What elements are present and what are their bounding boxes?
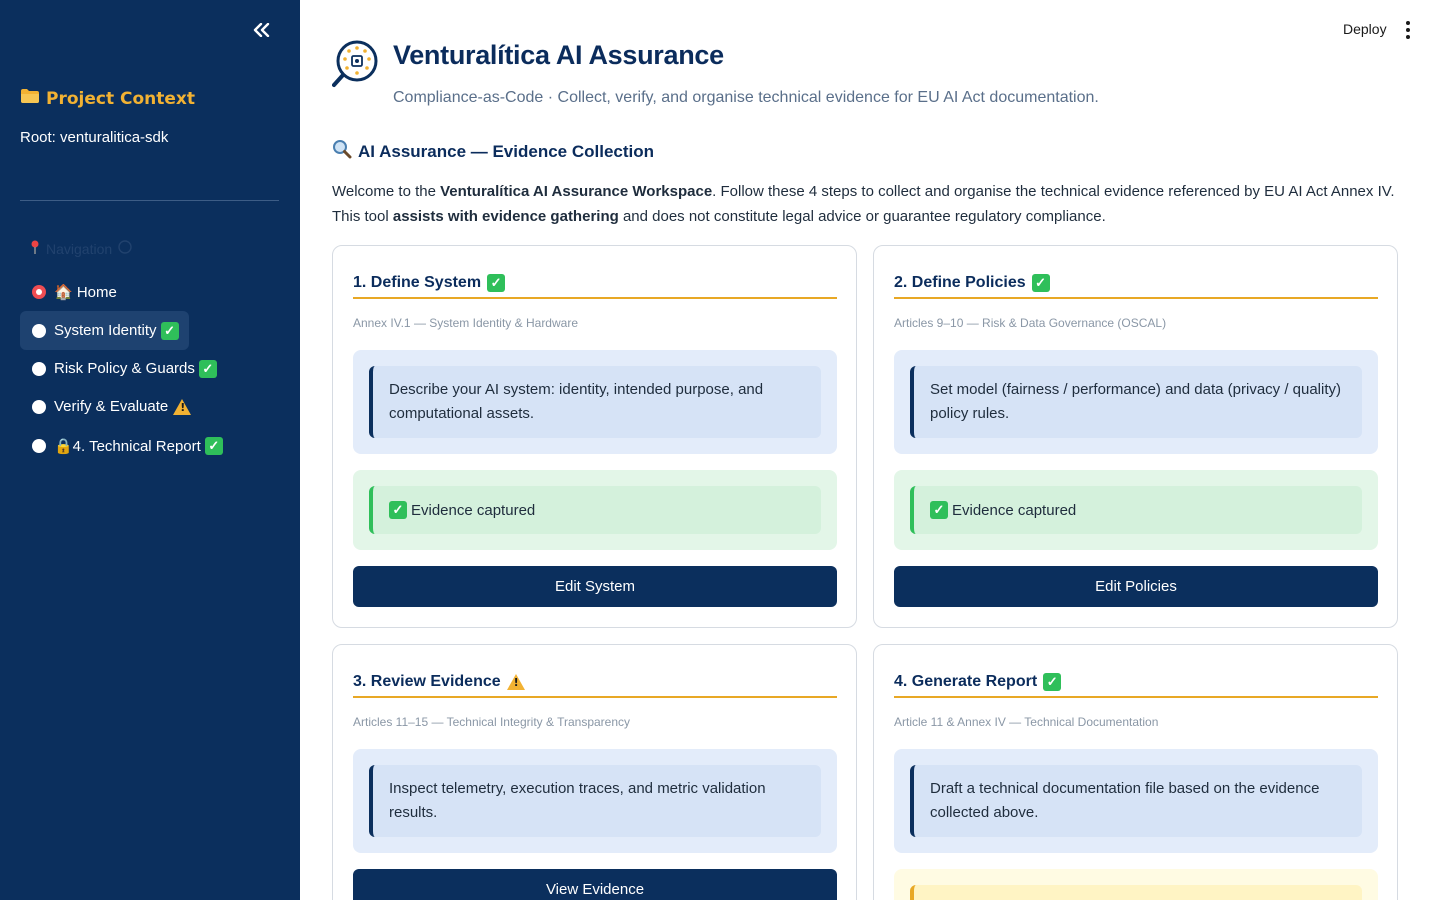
step-card-define-policies — [873, 245, 1398, 628]
page-title: Venturalítica AI Assurance — [393, 40, 724, 70]
warning-icon — [507, 674, 525, 690]
nav-item-label: Verify & Evaluate — [54, 398, 169, 415]
step-card-review-evidence — [332, 644, 857, 900]
project-root-label: Root: venturalitica-sdk — [20, 129, 169, 146]
check-mark-icon: ✓ — [930, 501, 948, 519]
info-callout — [353, 749, 837, 853]
evidence-status: Evidence captured — [952, 501, 1077, 519]
check-mark-icon: ✓ — [199, 360, 217, 378]
card-subtitle: Annex IV.1 — System Identity & Hardware — [353, 316, 578, 330]
info-callout — [894, 350, 1378, 454]
nav-item-label: 🔒4. Technical Report — [54, 437, 201, 455]
card-description: Inspect telemetry, execution traces, and metric validation results. — [369, 765, 821, 837]
collapse-sidebar-icon[interactable] — [250, 18, 274, 42]
success-callout — [894, 470, 1378, 550]
card-subtitle: Article 11 & Annex IV — Technical Documentation — [894, 715, 1159, 729]
nav-item-label: Risk Policy & Guards — [54, 360, 195, 377]
radio-selected-icon — [32, 285, 46, 299]
check-mark-icon: ✓ — [161, 322, 179, 340]
card-description: Set model (fairness / performance) and data (privacy / quality) policy rules. — [910, 366, 1362, 438]
navigation-label: Navigation — [30, 240, 132, 257]
nav-item-verify-evaluate[interactable] — [20, 387, 201, 426]
card-title: 1. Define System ✓ — [353, 274, 837, 299]
step-card-generate-report — [873, 644, 1398, 900]
warning-callout — [894, 869, 1378, 900]
check-mark-icon: ✓ — [389, 501, 407, 519]
deploy-button[interactable]: Deploy — [1343, 21, 1387, 37]
card-title: 2. Define Policies ✓ — [894, 274, 1378, 299]
step-card-define-system — [332, 245, 857, 628]
assurance-logo-icon — [332, 40, 380, 88]
card-subtitle: Articles 11–15 — Technical Integrity & Transparency — [353, 715, 631, 729]
nav-item-system-identity[interactable] — [20, 311, 189, 350]
check-mark-icon: ✓ — [205, 437, 223, 455]
nav-item-label: 🏠 Home — [54, 283, 117, 301]
nav-item-home[interactable] — [20, 272, 127, 311]
evidence-status: Evidence captured — [411, 501, 536, 519]
check-mark-icon: ✓ — [1043, 673, 1061, 691]
success-callout — [353, 470, 837, 550]
card-title: 4. Generate Report ✓ — [894, 673, 1378, 698]
help-icon[interactable] — [118, 240, 132, 257]
edit-system-button[interactable]: Edit System — [353, 566, 837, 607]
folder-icon — [20, 88, 40, 109]
radio-icon — [32, 439, 46, 453]
info-callout — [353, 350, 837, 454]
page-subtitle: Compliance-as-Code · Collect, verify, and organise technical evidence for EU AI Act documentation. — [393, 89, 1099, 106]
card-description: Describe your AI system: identity, intended purpose, and computational assets. — [369, 366, 821, 438]
project-context-label: Project Context — [46, 88, 196, 109]
edit-policies-button[interactable]: Edit Policies — [894, 566, 1378, 607]
view-evidence-button[interactable]: View Evidence — [353, 869, 837, 900]
card-subtitle: Articles 9–10 — Risk & Data Governance (OSCAL) — [894, 316, 1167, 330]
sidebar — [0, 0, 300, 900]
pin-icon — [30, 240, 40, 257]
info-callout — [894, 749, 1378, 853]
nav-item-technical-report[interactable] — [20, 426, 233, 465]
kebab-menu-icon[interactable] — [1400, 19, 1416, 41]
card-title: 3. Review Evidence ! — [353, 673, 837, 698]
sidebar-divider — [20, 200, 279, 201]
welcome-paragraph: Welcome to the Venturalítica AI Assurance Workspace. Follow these 4 steps to collect and organise the technical evidence referenced by EU AI Act Annex IV. This tool assists with evidence gathering and does not constitute legal advice or guarantee regulatory compliance. — [332, 183, 1395, 225]
radio-icon — [32, 324, 46, 338]
card-description: Draft a technical documentation file based on the evidence collected above. — [910, 765, 1362, 837]
radio-icon — [32, 362, 46, 376]
project-context-title — [20, 88, 195, 109]
nav-item-risk-policy[interactable] — [20, 349, 227, 388]
nav-item-label: System Identity — [54, 322, 157, 339]
warning-icon — [173, 399, 191, 415]
check-mark-icon: ✓ — [487, 274, 505, 292]
section-title: AI Assurance — Evidence Collection — [332, 139, 654, 164]
radio-icon — [32, 400, 46, 414]
check-mark-icon: ✓ — [1032, 274, 1050, 292]
magnifier-icon — [332, 139, 352, 164]
